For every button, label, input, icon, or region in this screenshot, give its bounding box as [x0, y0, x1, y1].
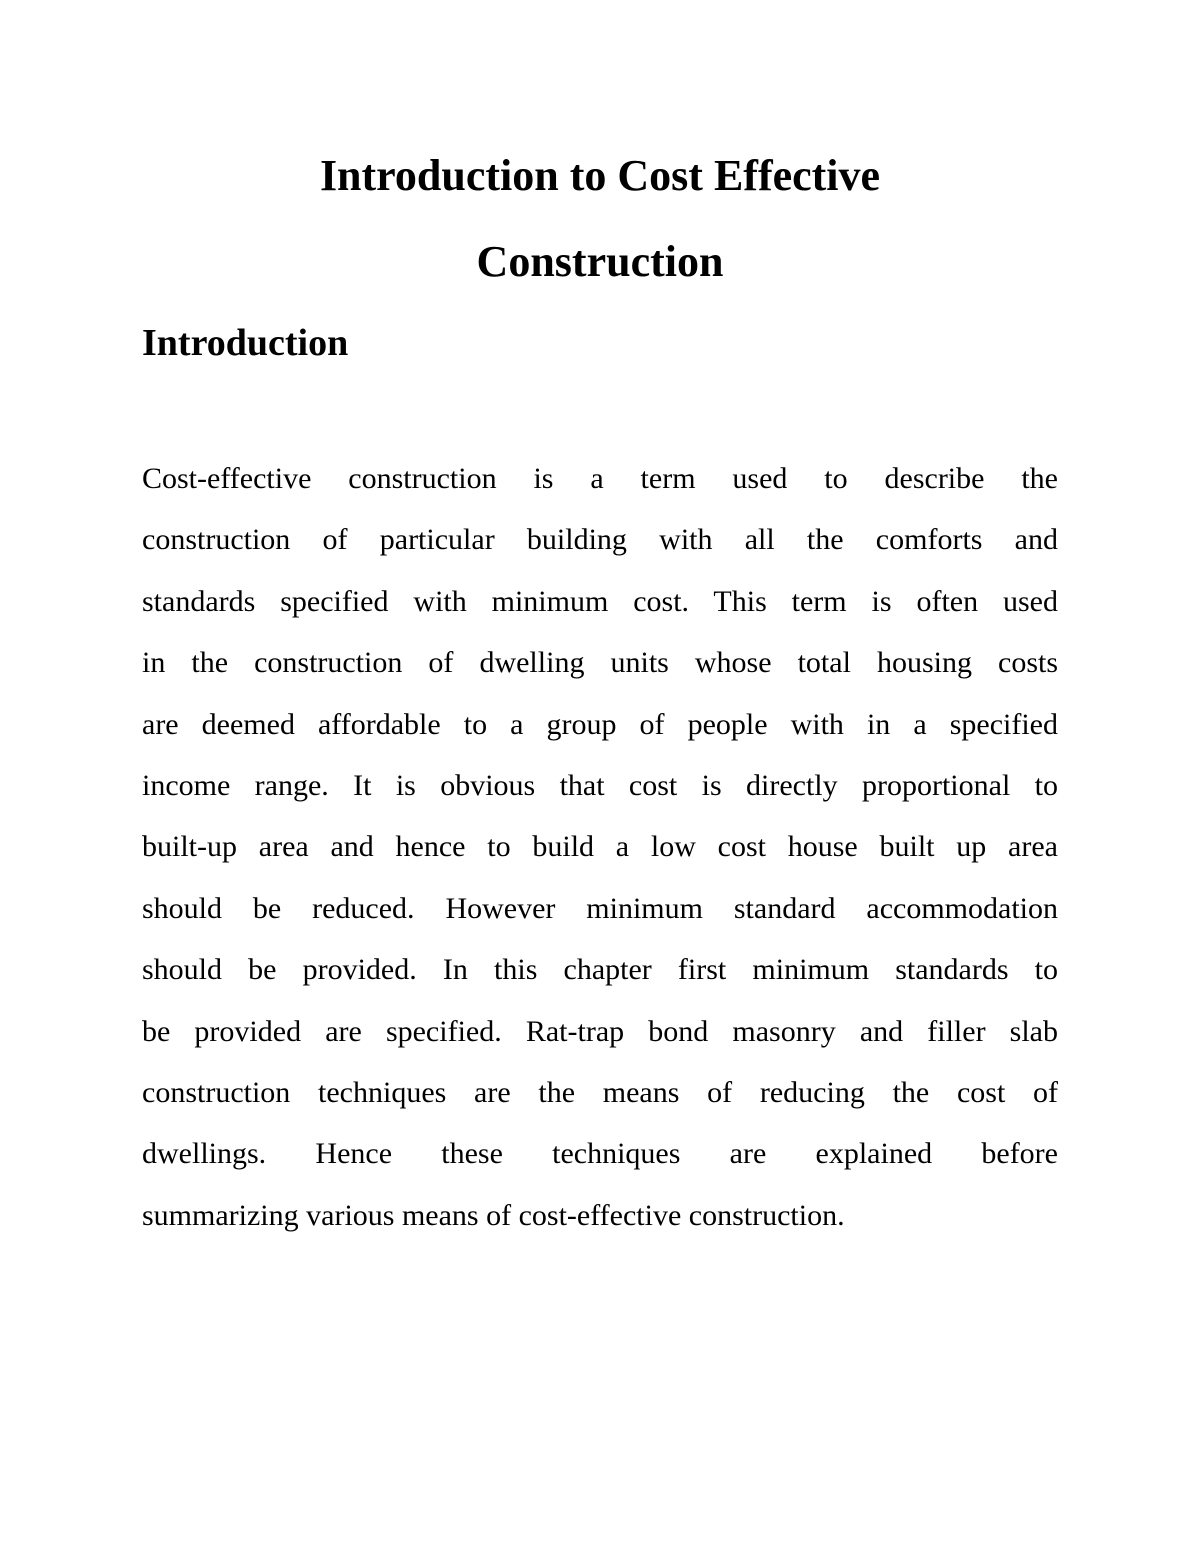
body-paragraph — [142, 448, 1058, 1246]
paragraph-line: summarizing various means of cost-effective construction. — [142, 1198, 845, 1232]
paragraph-line: in the construction of dwelling units whose total housing costs — [142, 646, 1058, 680]
page-title-line-2: Construction — [476, 237, 724, 286]
paragraph-line: construction techniques are the means of reducing the cost of — [142, 1075, 1058, 1109]
paragraph-line: income range. It is obvious that cost is directly proportional to — [142, 768, 1058, 802]
paragraph-line: be provided are specified. Rat-trap bond masonry and filler slab — [142, 1014, 1058, 1048]
paragraph-line: dwellings. Hence these techniques are explained before — [142, 1137, 1058, 1171]
paragraph-line: should be provided. In this chapter first minimum standards to — [142, 953, 1058, 987]
paragraph-line: built-up area and hence to build a low cost house built up area — [142, 830, 1058, 864]
paragraph-line: should be reduced. However minimum standard accommodation — [142, 891, 1058, 925]
paragraph-line: standards specified with minimum cost. This term is often used — [142, 584, 1058, 618]
paragraph-line: Cost-effective construction is a term used to describe the — [142, 462, 1058, 495]
section-heading: Introduction — [142, 322, 349, 364]
page-title-line-1: Introduction to Cost Effective — [319, 151, 881, 200]
paragraph-line: are deemed affordable to a group of people with in a specified — [142, 707, 1058, 741]
paragraph-line: construction of particular building with all the comforts and — [142, 523, 1058, 557]
